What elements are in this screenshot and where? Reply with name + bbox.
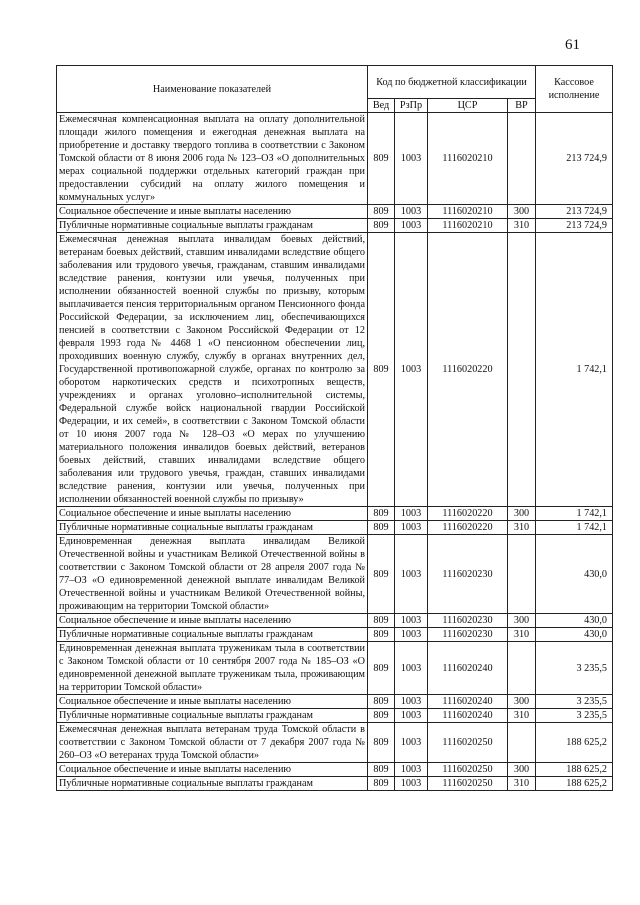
row-name: Публичные нормативные социальные выплаты гражданам <box>57 521 368 535</box>
table-row <box>57 219 613 233</box>
row-csr: 1116020230 <box>428 535 508 614</box>
row-ved: 809 <box>368 614 395 628</box>
row-rzpr: 1003 <box>395 233 428 507</box>
row-vr <box>508 535 536 614</box>
row-name: Социальное обеспечение и иные выплаты населению <box>57 507 368 521</box>
row-sum: 213 724,9 <box>536 219 613 233</box>
row-name: Единовременная денежная выплата инвалидам Великой Отечественной войны и участникам Великой Отечественной войны в соответствии с Законом Томской области от 28 апреля 2007 года № 77–ОЗ «О единовременной денежной выплате инвалидам Великой Отечественной войны и участникам Великой Отечественной войны, проживающим на территории Томской области» <box>57 535 368 614</box>
row-sum: 3 235,5 <box>536 709 613 723</box>
table-row <box>57 233 613 507</box>
table-row <box>57 614 613 628</box>
row-vr <box>508 113 536 205</box>
row-csr: 1116020250 <box>428 723 508 763</box>
table-header <box>57 66 613 113</box>
row-rzpr: 1003 <box>395 205 428 219</box>
row-vr: 310 <box>508 777 536 791</box>
row-ved: 809 <box>368 695 395 709</box>
row-csr: 1116020250 <box>428 777 508 791</box>
row-vr: 300 <box>508 695 536 709</box>
row-sum: 213 724,9 <box>536 113 613 205</box>
row-sum: 188 625,2 <box>536 763 613 777</box>
table-row <box>57 723 613 763</box>
table-row <box>57 642 613 695</box>
row-rzpr: 1003 <box>395 628 428 642</box>
table-row <box>57 628 613 642</box>
row-csr: 1116020210 <box>428 219 508 233</box>
row-vr: 300 <box>508 205 536 219</box>
row-name: Социальное обеспечение и иные выплаты населению <box>57 763 368 777</box>
row-rzpr: 1003 <box>395 723 428 763</box>
header-rzpr: РзПр <box>395 99 428 113</box>
row-sum: 430,0 <box>536 535 613 614</box>
row-ved: 809 <box>368 642 395 695</box>
table-row <box>57 205 613 219</box>
row-vr <box>508 233 536 507</box>
row-name: Единовременная денежная выплата труженикам тыла в соответствии с Законом Томской области от 10 сентября 2007 года № 185–ОЗ «О единовременной денежной выплате труженикам тыла, проживающим на территории Томской области» <box>57 642 368 695</box>
table-row <box>57 777 613 791</box>
row-csr: 1116020210 <box>428 205 508 219</box>
row-rzpr: 1003 <box>395 642 428 695</box>
row-rzpr: 1003 <box>395 113 428 205</box>
row-sum: 213 724,9 <box>536 205 613 219</box>
row-sum: 188 625,2 <box>536 777 613 791</box>
row-vr: 300 <box>508 507 536 521</box>
row-ved: 809 <box>368 777 395 791</box>
row-ved: 809 <box>368 219 395 233</box>
row-vr: 310 <box>508 219 536 233</box>
row-sum: 430,0 <box>536 628 613 642</box>
row-ved: 809 <box>368 763 395 777</box>
row-ved: 809 <box>368 113 395 205</box>
row-sum: 1 742,1 <box>536 233 613 507</box>
row-name: Публичные нормативные социальные выплаты гражданам <box>57 777 368 791</box>
row-vr: 310 <box>508 628 536 642</box>
row-ved: 809 <box>368 535 395 614</box>
header-code-group: Код по бюджетной классификации <box>368 66 536 99</box>
row-name: Публичные нормативные социальные выплаты гражданам <box>57 219 368 233</box>
row-name: Социальное обеспечение и иные выплаты населению <box>57 614 368 628</box>
row-sum: 430,0 <box>536 614 613 628</box>
table-row <box>57 521 613 535</box>
row-csr: 1116020230 <box>428 628 508 642</box>
row-rzpr: 1003 <box>395 763 428 777</box>
row-ved: 809 <box>368 709 395 723</box>
table-row <box>57 695 613 709</box>
budget-table <box>56 65 613 791</box>
row-ved: 809 <box>368 233 395 507</box>
row-csr: 1116020230 <box>428 614 508 628</box>
row-rzpr: 1003 <box>395 219 428 233</box>
row-rzpr: 1003 <box>395 507 428 521</box>
row-name: Ежемесячная денежная выплата ветеранам труда Томской области в соответствии с Законом Томской области от 7 декабря 2007 года № 260–ОЗ «О ветеранах труда Томской области» <box>57 723 368 763</box>
row-vr: 300 <box>508 614 536 628</box>
table-row <box>57 113 613 205</box>
table-row <box>57 507 613 521</box>
row-name: Ежемесячная компенсационная выплата на оплату дополнительной площади жилого помещения и ежегодная денежная выплата на приобретение и доставку твердого топлива в соответствии с Законом Томской области от 8 июня 2006 года № 123–ОЗ «О дополнительных мерах социальной поддержки отдельных категорий граждан при предоставлении субсидий на оплату жилого помещения и коммунальных услуг» <box>57 113 368 205</box>
table-body <box>57 113 613 791</box>
row-csr: 1116020250 <box>428 763 508 777</box>
header-name: Наименование показателей <box>57 66 368 113</box>
header-cash: Кассовое исполнение <box>536 66 613 113</box>
row-rzpr: 1003 <box>395 777 428 791</box>
row-sum: 1 742,1 <box>536 521 613 535</box>
row-csr: 1116020210 <box>428 113 508 205</box>
row-name: Публичные нормативные социальные выплаты гражданам <box>57 628 368 642</box>
page-number: 61 <box>565 37 580 53</box>
row-csr: 1116020240 <box>428 695 508 709</box>
row-csr: 1116020220 <box>428 521 508 535</box>
row-name: Социальное обеспечение и иные выплаты населению <box>57 695 368 709</box>
row-sum: 3 235,5 <box>536 695 613 709</box>
row-vr <box>508 723 536 763</box>
row-csr: 1116020220 <box>428 507 508 521</box>
row-vr: 310 <box>508 521 536 535</box>
table-row <box>57 763 613 777</box>
row-ved: 809 <box>368 628 395 642</box>
row-ved: 809 <box>368 205 395 219</box>
row-rzpr: 1003 <box>395 535 428 614</box>
row-ved: 809 <box>368 723 395 763</box>
row-csr: 1116020240 <box>428 642 508 695</box>
row-ved: 809 <box>368 521 395 535</box>
row-name: Публичные нормативные социальные выплаты гражданам <box>57 709 368 723</box>
header-vr: ВР <box>508 99 536 113</box>
row-sum: 3 235,5 <box>536 642 613 695</box>
row-vr: 300 <box>508 763 536 777</box>
row-rzpr: 1003 <box>395 521 428 535</box>
row-rzpr: 1003 <box>395 709 428 723</box>
table-row <box>57 709 613 723</box>
row-sum: 1 742,1 <box>536 507 613 521</box>
table-row <box>57 535 613 614</box>
header-csr: ЦСР <box>428 99 508 113</box>
row-name: Ежемесячная денежная выплата инвалидам боевых действий, ветеранам боевых действий, ставшим инвалидами вследствие общего заболевания или трудового увечья, гражданам, ставшим инвалидами вследствие ранения, контузии или увечья, полученных при исполнении обязанностей военной службы по призыву, которым выплачивается пенсия территориальным органом Пенсионного фонда Российской Федерации, за исключением лиц, обеспечивающихся пенсией в соответствии с Законом Российской Федерации от 12 февраля 1993 года № 4468 1 «О пенсионном обеспечении лиц, проходивших военную службу, службу в органах внутренних дел, Государственной противопожарной службе, органах по контролю за оборотом наркотических средств и психотропных веществ, учреждениях и органах уголовно–исполнительной системы, Федеральной службе войск национальной гвардии Российской Федерации, и их семей», в соответствии с Законом Томской области от 10 июня 2007 года № 128–ОЗ «О мерах по улучшению материального положения инвалидов боевых действий, ветеранов боевых действий, ставших инвалидами вследствие общего заболевания или трудового увечья, граждан, ставших инвалидами вследствие ранения, контузии или увечья, полученных при исполнении обязанностей военной службы по призыву» <box>57 233 368 507</box>
row-rzpr: 1003 <box>395 614 428 628</box>
row-sum: 188 625,2 <box>536 723 613 763</box>
row-csr: 1116020220 <box>428 233 508 507</box>
row-vr <box>508 642 536 695</box>
row-vr: 310 <box>508 709 536 723</box>
header-ved: Вед <box>368 99 395 113</box>
row-rzpr: 1003 <box>395 695 428 709</box>
row-ved: 809 <box>368 507 395 521</box>
row-csr: 1116020240 <box>428 709 508 723</box>
row-name: Социальное обеспечение и иные выплаты населению <box>57 205 368 219</box>
